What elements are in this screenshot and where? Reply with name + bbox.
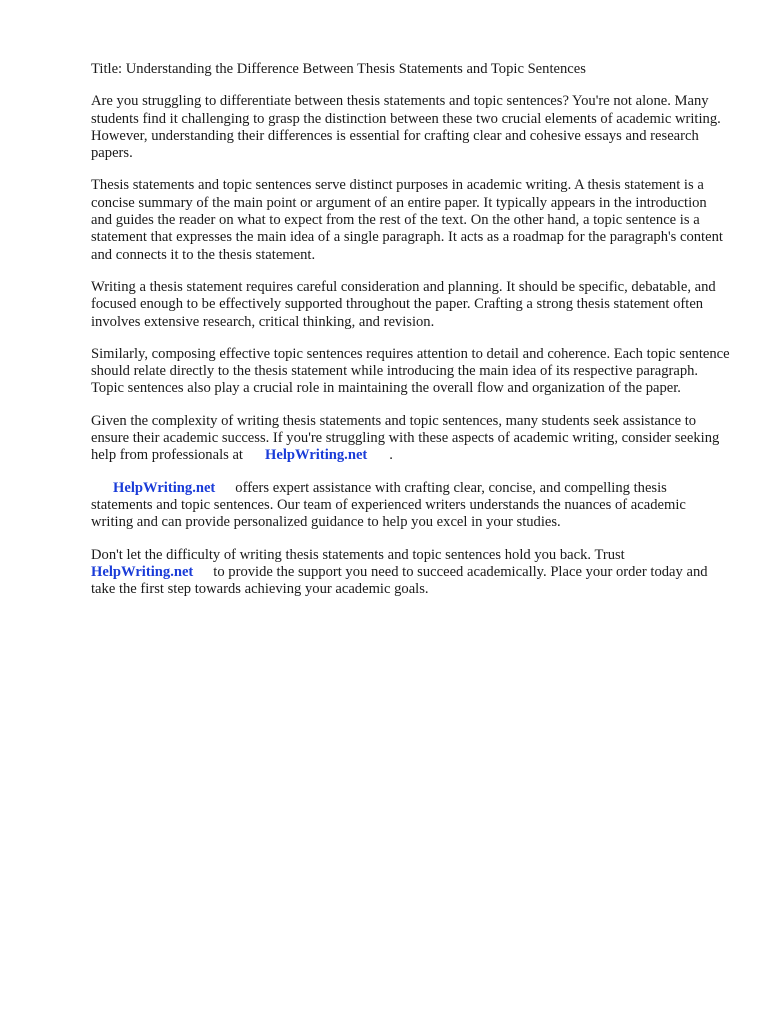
document-body: [91, 61, 731, 613]
paragraph-closing-start: Don't let the difficulty of writing thesis statements and topic sentences hold you back. Trust: [91, 546, 625, 563]
helpwriting-link-3[interactable]: HelpWriting.net: [91, 563, 194, 580]
paragraph-purposes: Thesis statements and topic sentences serve distinct purposes in academic writing. A thesis statement is a concise summary of the main point or argument of an entire paper. It typically appears in the introduction and guides the reader on what to expect from the rest of the text. On the other hand, a topic sentence is a statement that expresses the main idea of a single paragraph. It acts as a roadmap for the paragraph's content and connects it to the thesis statement.: [91, 177, 723, 263]
paragraph-offer: [91, 480, 731, 532]
paragraph-assistance-end: .: [389, 447, 393, 464]
paragraph-offer-text: offers expert assistance with crafting clear, concise, and compelling thesis statements and topic sentences. Our team of experienced writers understands the nuances of academic writing and can provide personalized guidance to help you excel in your studies.: [91, 479, 686, 531]
helpwriting-link-2[interactable]: HelpWriting.net: [113, 479, 216, 496]
paragraph-closing: [91, 547, 731, 599]
helpwriting-link-1[interactable]: HelpWriting.net: [264, 447, 368, 464]
document-title: Title: Understanding the Difference Between Thesis Statements and Topic Sentences: [91, 61, 586, 77]
paragraph-intro: Are you struggling to differentiate between thesis statements and topic sentences? You're not alone. Many students find it challenging to grasp the distinction between these two crucial elements of academic writing. However, understanding their differences is essential for crafting clear and cohesive essays and research papers.: [91, 93, 721, 162]
paragraph-closing-end: to provide the support you need to succeed academically. Place your order today and take the first step towards achieving your academic goals.: [91, 563, 708, 598]
paragraph-topic-sentences-text: Similarly, composing effective topic sentences requires attention to detail and coherence. Each topic sentence should relate directly to the thesis statement while introducing the main idea of its respective paragraph. Topic sentences also play a crucial role in maintaining the overall flow and organization of the paper.: [91, 345, 730, 397]
paragraph-topic-sentences: [91, 346, 731, 398]
paragraph-writing-thesis: Writing a thesis statement requires careful consideration and planning. It should be specific, debatable, and focused enough to be effectively supported throughout the paper. Crafting a strong thesis statement often involves extensive research, critical thinking, and revision.: [91, 278, 716, 330]
paragraph-assistance: [91, 413, 731, 465]
paragraph-assistance-text: Given the complexity of writing thesis statements and topic sentences, many students seek assistance to ensure their academic success. If you're struggling with these aspects of academic writing, consider seeking help from professionals at: [91, 412, 720, 464]
